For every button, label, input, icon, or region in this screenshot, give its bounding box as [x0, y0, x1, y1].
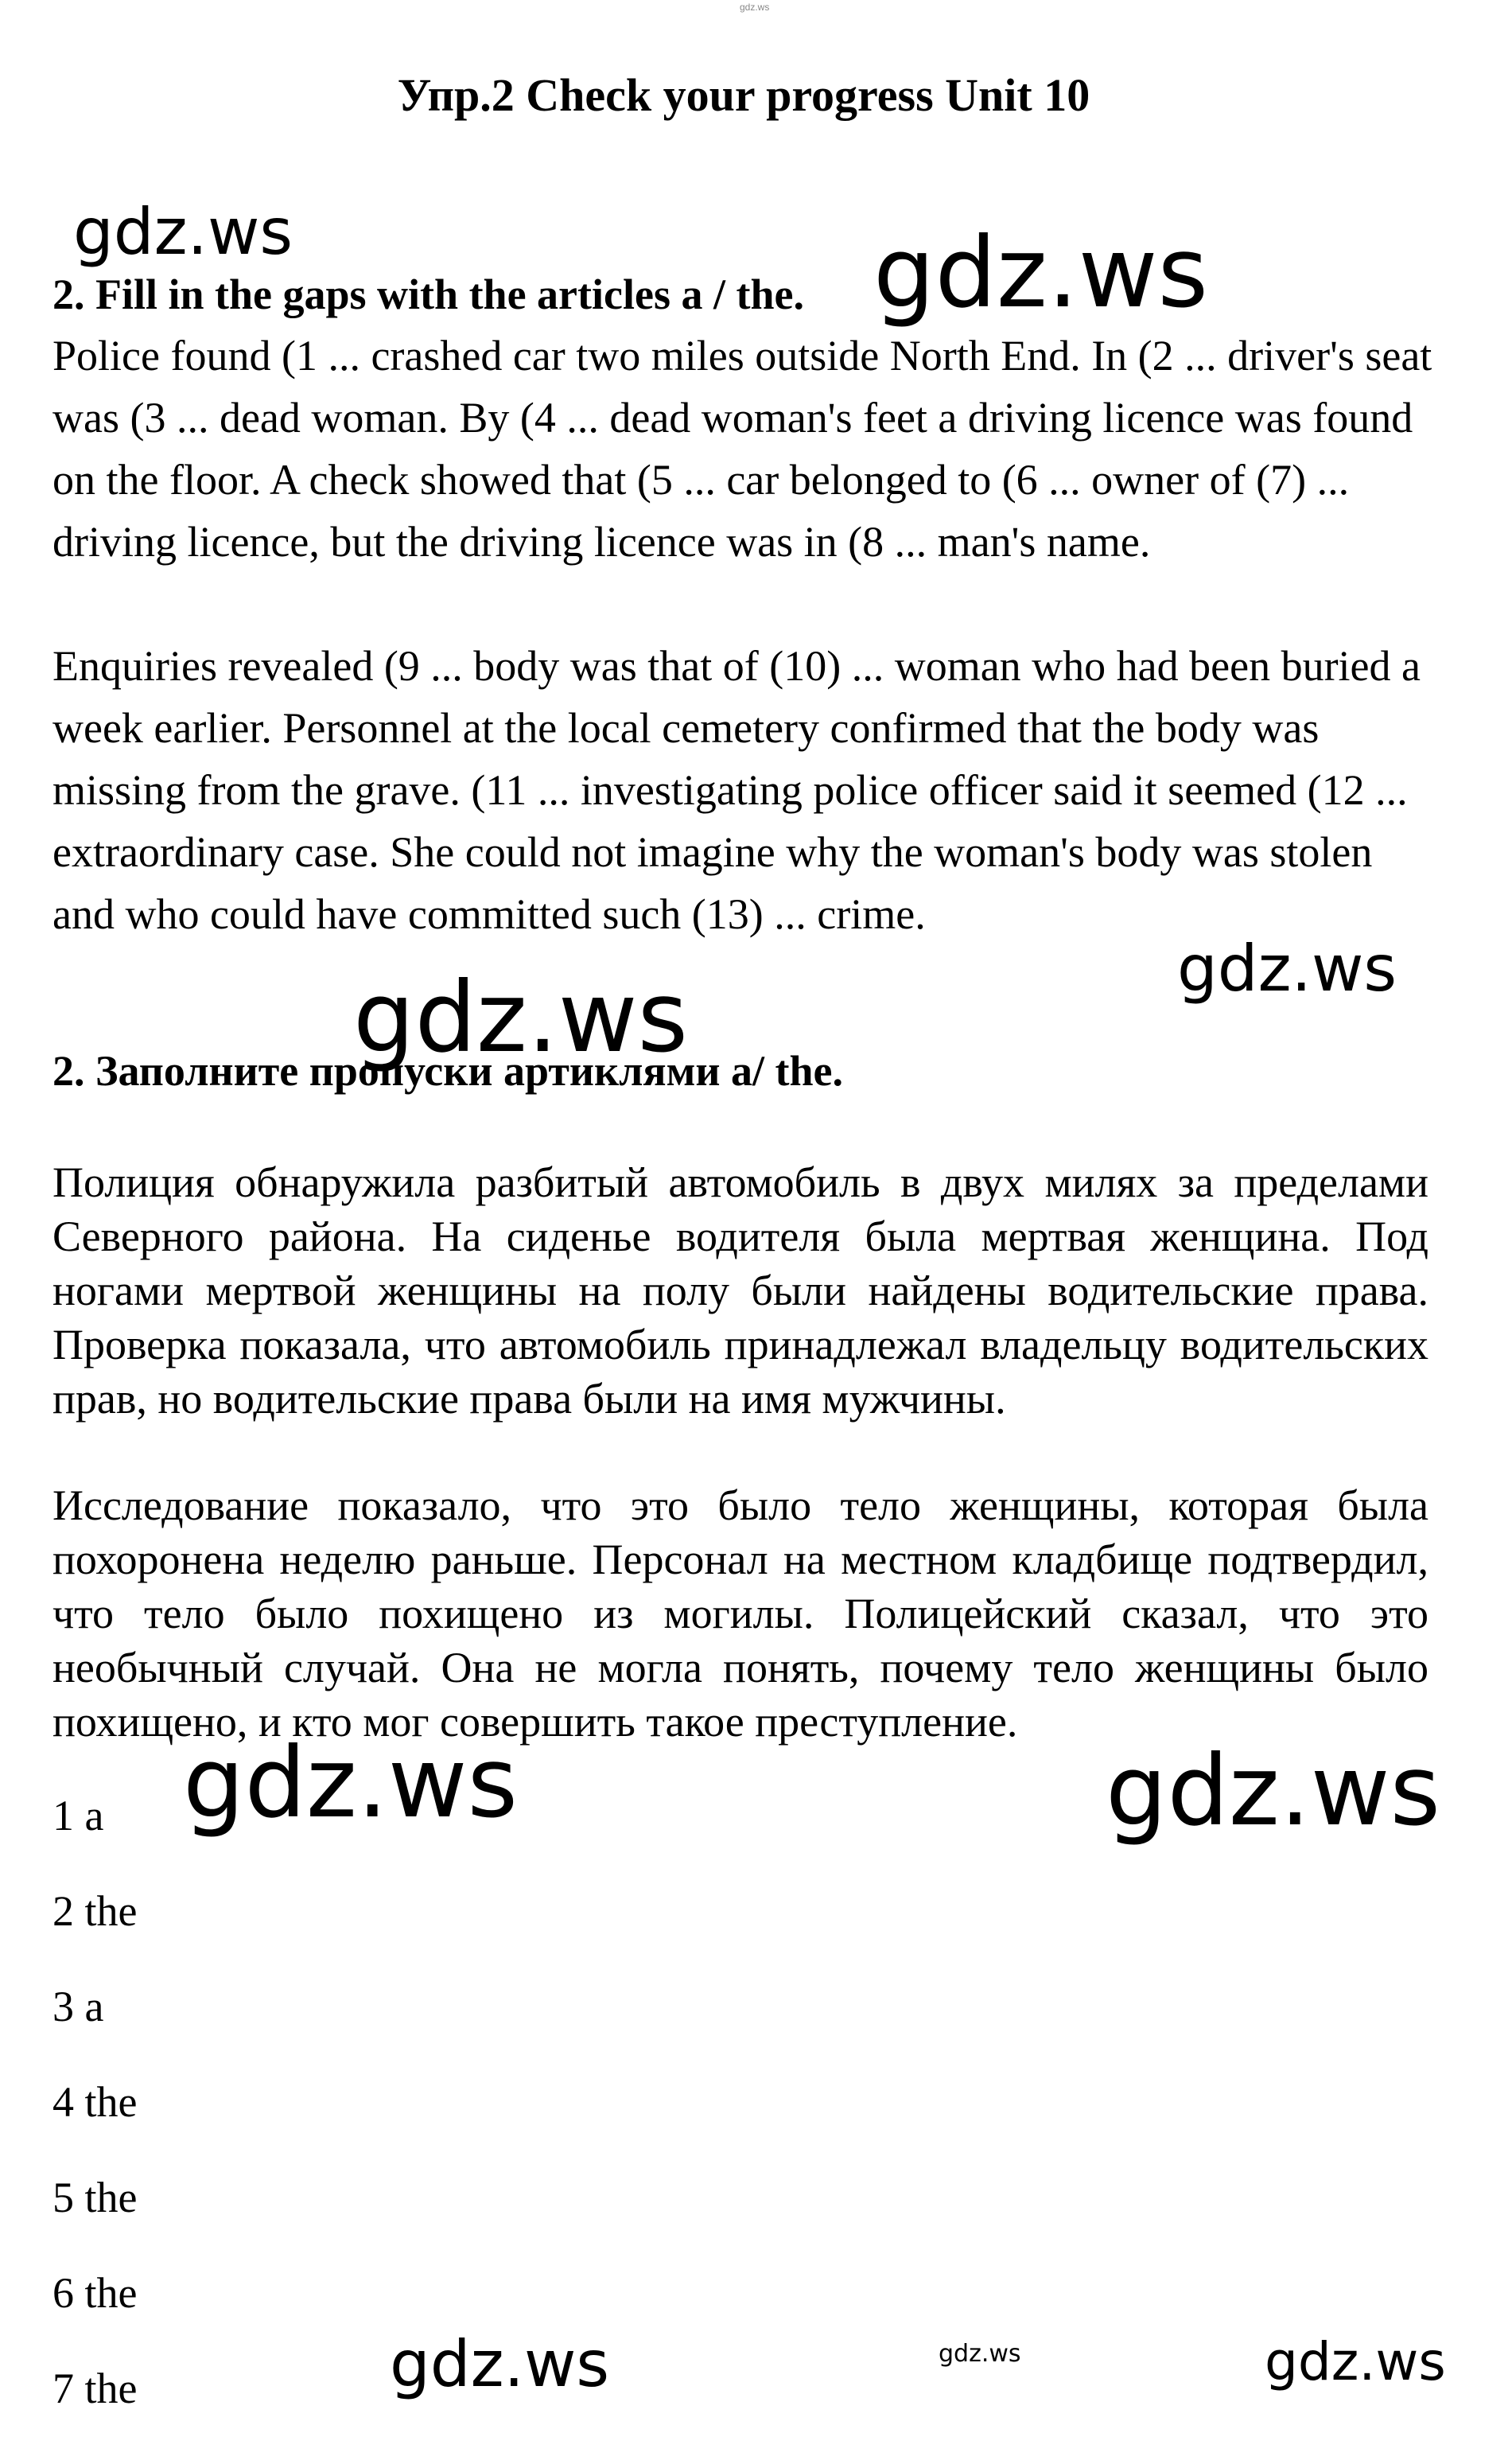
answer-item: 7 the: [52, 2365, 138, 2412]
answer-item: 3 a: [52, 1983, 104, 2030]
task-paragraph-en-2: Enquiries revealed (9 ... body was that of (10) ... woman who had been buried a week earlier. Personnel at the local cemetery confirmed that the body was missing from the grave. (11 ... investigating police officer said it seemed (12 ... extraordinary case. She could not imagine why the woman's body was stolen and who could have committed such (13) ... crime.: [52, 642, 1421, 938]
watermark: gdz.ws: [73, 195, 293, 269]
page-title: Упр.2 Check your progress Unit 10: [397, 69, 1090, 121]
answer-item: 4 the: [52, 2078, 138, 2126]
task-paragraph-ru-2: Исследование показало, что это было тело женщины, которая была похоронена неделю раньше. Персонал на местном кладбище подтвердил, что тело было похищено из могилы. Полицейский сказал, что это необычный случай. Она не могла понять, почему тело женщины было похищено, и кто мог совершить такое преступление.: [52, 1481, 1428, 1746]
answer-item: 1 a: [52, 1792, 104, 1839]
answer-item: 5 the: [52, 2174, 138, 2221]
task-heading-en: 2. Fill in the gaps with the articles a / the.: [52, 271, 804, 318]
answer-item: 6 the: [52, 2269, 138, 2317]
watermark: gdz.ws: [1177, 932, 1397, 1006]
watermark: gdz.ws: [939, 2340, 1021, 2368]
watermark: gdz.ws: [183, 1726, 519, 1839]
watermark: gdz.ws: [1265, 2331, 1446, 2392]
watermark: gdz.ws: [353, 961, 689, 1074]
answer-item: 2 the: [52, 1887, 138, 1935]
task-heading-ru: 2. Заполните пропуски артиклями a/ the.: [52, 1047, 843, 1095]
watermark: gdz.ws: [390, 2327, 610, 2401]
top-watermark: gdz.ws: [740, 2, 770, 13]
task-paragraph-ru-1: Полиция обнаружила разбитый автомобиль в двух милях за пределами Северного района. На сиденье водителя была мертвая женщина. Под ногами мертвой женщины на полу были найдены водительские права. Проверка показала, что автомобиль принадлежал владельцу водительских прав, но водительские права были на имя мужчины.: [52, 1158, 1428, 1423]
task-paragraph-en-1: Police found (1 ... crashed car two miles outside North End. In (2 ... driver's seat was (3 ... dead woman. By (4 ... dead woman's feet a driving licence was found on the floor. A check showed that (5 ... car belonged to (6 ... owner of (7) ... driving licence, but the driving licence was in (8 ... man's name.: [52, 332, 1432, 566]
watermark: gdz.ws: [873, 216, 1209, 329]
watermark: gdz.ws: [1106, 1734, 1441, 1847]
